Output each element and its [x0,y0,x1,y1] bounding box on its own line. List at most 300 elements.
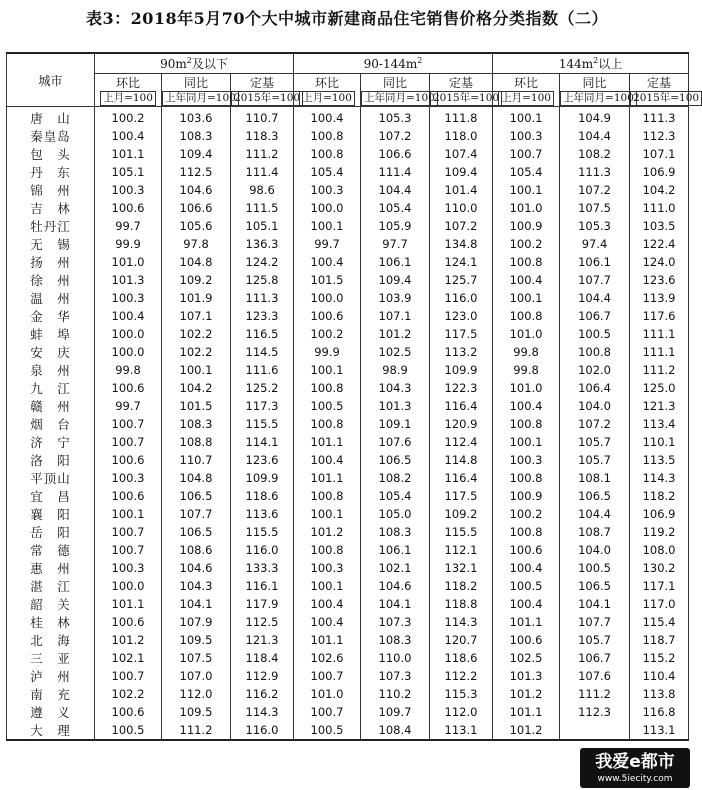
value-cell: 100.8 [294,415,361,433]
value-cell: 102.6 [294,649,361,667]
value-cell: 118.8 [430,595,493,613]
value-cell: 104.9 [560,107,630,128]
value-cell: 112.5 [162,163,231,181]
value-cell: 100.4 [493,397,560,415]
city-cell: 包 头 [7,145,95,163]
value-cell: 104.0 [560,397,630,415]
value-cell: 99.8 [493,361,560,379]
value-cell: 97.8 [162,235,231,253]
value-cell: 101.0 [493,379,560,397]
table-row [7,199,689,217]
value-cell: 107.1 [361,307,430,325]
value-cell: 106.5 [162,487,231,505]
value-cell: 115.5 [231,415,294,433]
city-cell: 温 州 [7,289,95,307]
watermark-logo [580,748,690,788]
value-cell: 113.2 [430,343,493,361]
value-cell: 100.4 [95,127,162,145]
value-cell: 105.7 [560,451,630,469]
value-cell: 100.8 [294,145,361,163]
value-cell: 100.4 [95,307,162,325]
value-cell: 105.9 [361,217,430,235]
value-cell: 107.3 [361,667,430,685]
city-cell: 宜 昌 [7,487,95,505]
value-cell: 100.2 [493,235,560,253]
value-cell: 97.4 [560,235,630,253]
value-cell: 100.2 [493,505,560,523]
value-cell: 117.6 [630,307,689,325]
value-cell: 108.3 [361,631,430,649]
value-cell: 107.7 [560,613,630,631]
table-row [7,217,689,235]
value-cell: 100.4 [294,613,361,631]
value-cell: 100.5 [493,577,560,595]
value-cell: 100.5 [95,721,162,740]
value-cell: 108.8 [162,433,231,451]
value-cell: 102.5 [493,649,560,667]
value-cell: 113.1 [430,721,493,740]
value-cell: 98.6 [231,181,294,199]
city-cell: 蚌 埠 [7,325,95,343]
value-cell: 116.0 [231,721,294,740]
value-cell: 111.3 [231,289,294,307]
value-cell: 104.1 [361,595,430,613]
sub-header-yoy: 同比 [560,74,630,92]
value-cell: 106.6 [162,199,231,217]
value-cell: 110.2 [361,685,430,703]
value-cell: 118.7 [630,631,689,649]
value-cell: 103.9 [361,289,430,307]
value-cell: 108.3 [162,127,231,145]
value-cell: 99.9 [95,235,162,253]
table-row [7,613,689,631]
value-cell: 100.8 [493,253,560,271]
city-cell: 扬 州 [7,253,95,271]
value-cell: 104.3 [361,379,430,397]
city-cell: 金 华 [7,307,95,325]
value-cell: 118.6 [231,487,294,505]
value-cell: 104.4 [560,127,630,145]
value-cell: 100.6 [95,379,162,397]
sub-header-mom: 环比 [493,74,560,92]
value-cell: 107.7 [560,271,630,289]
value-cell: 117.5 [430,325,493,343]
base-header-mom: 上月=100 [95,91,162,107]
value-cell: 116.4 [430,469,493,487]
value-cell: 101.5 [162,397,231,415]
city-cell: 赣 州 [7,397,95,415]
table-row [7,307,689,325]
value-cell: 100.1 [294,217,361,235]
value-cell: 111.4 [231,163,294,181]
value-cell: 104.6 [162,559,231,577]
table-row [7,577,689,595]
value-cell: 118.4 [231,649,294,667]
value-cell: 106.7 [560,307,630,325]
value-cell: 111.1 [630,343,689,361]
value-cell: 101.0 [493,325,560,343]
value-cell: 100.3 [294,181,361,199]
value-cell: 101.1 [294,631,361,649]
value-cell: 113.1 [630,721,689,740]
value-cell: 100.0 [95,325,162,343]
table-row [7,235,689,253]
value-cell: 114.1 [231,433,294,451]
city-cell: 三 亚 [7,649,95,667]
value-cell: 102.5 [361,343,430,361]
value-cell: 100.3 [95,469,162,487]
value-cell: 116.0 [231,541,294,559]
value-cell: 105.1 [95,163,162,181]
value-cell: 134.8 [430,235,493,253]
value-cell: 106.4 [560,379,630,397]
value-cell: 100.6 [95,703,162,721]
value-cell: 108.2 [560,145,630,163]
group-header-large: $144m^2$以上 [493,53,689,74]
table-row [7,595,689,613]
value-cell: 117.1 [630,577,689,595]
table-row [7,469,689,487]
value-cell: 101.9 [162,289,231,307]
value-cell: 105.4 [361,199,430,217]
value-cell: 100.3 [294,559,361,577]
value-cell: 105.1 [231,217,294,235]
table-row [7,451,689,469]
value-cell: 113.9 [630,289,689,307]
base-header-yoy: 上年同月=100 [560,91,630,107]
table-row [7,505,689,523]
value-cell: 110.1 [630,433,689,451]
city-cell: 秦皇岛 [7,127,95,145]
value-cell: 106.5 [162,523,231,541]
value-cell: 101.1 [95,595,162,613]
value-cell: 109.2 [162,271,231,289]
value-cell: 117.3 [231,397,294,415]
city-cell: 唐 山 [7,107,95,128]
value-cell: 100.6 [95,487,162,505]
value-cell: 125.0 [630,379,689,397]
value-cell: 106.5 [560,487,630,505]
base-header-fixed: 2015年=100 [630,91,689,107]
value-cell: 111.4 [361,163,430,181]
value-cell: 106.1 [560,253,630,271]
table-row [7,433,689,451]
value-cell: 100.2 [95,107,162,128]
value-cell: 120.9 [430,415,493,433]
value-cell: 100.4 [294,253,361,271]
value-cell: 109.4 [162,145,231,163]
value-cell: 101.5 [294,271,361,289]
value-cell: 111.3 [630,107,689,128]
value-cell: 99.7 [95,397,162,415]
value-cell: 102.2 [162,343,231,361]
value-cell: 108.6 [162,541,231,559]
value-cell: 100.8 [294,541,361,559]
table-row [7,379,689,397]
value-cell: 113.6 [231,505,294,523]
value-cell: 100.3 [95,289,162,307]
city-cell: 锦 州 [7,181,95,199]
value-cell: 107.2 [430,217,493,235]
value-cell: 130.2 [630,559,689,577]
watermark-url: www.5iecity.com [597,774,673,784]
city-cell: 安 庆 [7,343,95,361]
value-cell: 100.4 [294,595,361,613]
table-row [7,271,689,289]
base-header-mom: 上月=100 [493,91,560,107]
value-cell: 118.6 [430,649,493,667]
value-cell: 106.5 [361,451,430,469]
value-cell: 101.2 [361,325,430,343]
table-row [7,559,689,577]
value-cell: 108.0 [630,541,689,559]
city-cell: 南 充 [7,685,95,703]
table-row [7,541,689,559]
value-cell: 107.5 [560,199,630,217]
value-cell: 100.3 [95,559,162,577]
value-cell: 112.4 [430,433,493,451]
value-cell: 105.4 [493,163,560,181]
value-cell: 99.7 [95,217,162,235]
value-cell: 112.0 [162,685,231,703]
value-cell: 100.6 [95,451,162,469]
table-row [7,487,689,505]
city-cell: 无 锡 [7,235,95,253]
value-cell: 104.2 [162,379,231,397]
value-cell: 101.3 [493,667,560,685]
value-cell: 112.9 [231,667,294,685]
value-cell: 111.6 [231,361,294,379]
value-cell: 106.9 [630,505,689,523]
value-cell: 100.7 [95,541,162,559]
value-cell: 112.3 [630,127,689,145]
city-cell: 泸 州 [7,667,95,685]
table-row [7,127,689,145]
table-row [7,289,689,307]
city-column-header: 城市 [7,53,95,107]
value-cell: 100.4 [294,107,361,128]
value-cell: 107.2 [361,127,430,145]
value-cell: 105.0 [361,505,430,523]
value-cell: 122.3 [430,379,493,397]
value-cell: 106.7 [560,649,630,667]
value-cell: 103.5 [630,217,689,235]
value-cell: 110.0 [361,649,430,667]
value-cell: 125.2 [231,379,294,397]
value-cell: 101.1 [493,613,560,631]
value-cell: 114.3 [430,613,493,631]
value-cell: 100.4 [493,595,560,613]
sub-header-yoy: 同比 [361,74,430,92]
table-row [7,649,689,667]
value-cell: 111.2 [630,361,689,379]
value-cell: 101.0 [493,199,560,217]
sub-header-mom: 环比 [95,74,162,92]
value-cell: 100.1 [493,107,560,128]
value-cell: 109.7 [361,703,430,721]
value-cell: 118.2 [430,577,493,595]
value-cell: 114.8 [430,451,493,469]
city-cell: 常 德 [7,541,95,559]
table-row [7,343,689,361]
watermark-text: 我爱e都市 [595,752,675,772]
value-cell: 101.2 [493,685,560,703]
value-cell: 117.0 [630,595,689,613]
value-cell: 105.7 [560,631,630,649]
value-cell: 124.0 [630,253,689,271]
value-cell: 107.3 [361,613,430,631]
city-cell: 丹 东 [7,163,95,181]
value-cell: 105.4 [361,487,430,505]
value-cell: 104.4 [560,505,630,523]
value-cell: 109.9 [231,469,294,487]
city-cell: 济 宁 [7,433,95,451]
value-cell: 120.7 [430,631,493,649]
value-cell: 100.4 [493,559,560,577]
value-cell: 100.9 [493,487,560,505]
value-cell: 123.3 [231,307,294,325]
value-cell: 123.6 [630,271,689,289]
value-cell: 100.7 [95,523,162,541]
value-cell: 101.3 [361,397,430,415]
value-cell: 107.6 [361,433,430,451]
value-cell: 104.2 [630,181,689,199]
value-cell: 118.0 [430,127,493,145]
value-cell: 108.1 [560,469,630,487]
table-row [7,397,689,415]
table-row [7,253,689,271]
base-header-yoy: 上年同月=100 [361,91,430,107]
value-cell: 115.4 [630,613,689,631]
value-cell: 100.1 [493,289,560,307]
value-cell: 100.6 [95,613,162,631]
value-cell: 116.5 [231,325,294,343]
value-cell: 122.4 [630,235,689,253]
group-header-medium: $90-144m^2$ [294,53,493,74]
value-cell: 111.2 [231,145,294,163]
city-cell: 大 理 [7,721,95,740]
table-row [7,361,689,379]
value-cell: 111.2 [162,721,231,740]
value-cell: 100.5 [560,325,630,343]
value-cell: 114.3 [231,703,294,721]
value-cell: 105.3 [361,107,430,128]
value-cell: 100.8 [560,343,630,361]
table-row [7,181,689,199]
value-cell: 100.8 [493,415,560,433]
value-cell: 100.3 [95,181,162,199]
value-cell: 101.4 [430,181,493,199]
value-cell: 125.7 [430,271,493,289]
value-cell: 101.0 [95,253,162,271]
value-cell: 110.0 [430,199,493,217]
table-row [7,145,689,163]
value-cell: 110.7 [231,107,294,128]
value-cell: 104.0 [560,541,630,559]
value-cell: 115.3 [430,685,493,703]
city-cell: 桂 林 [7,613,95,631]
table-row [7,685,689,703]
value-cell: 100.6 [493,631,560,649]
table-row [7,631,689,649]
city-cell: 湛 江 [7,577,95,595]
value-cell: 107.0 [162,667,231,685]
value-cell: 115.5 [231,523,294,541]
value-cell: 102.2 [95,685,162,703]
value-cell: 100.1 [294,361,361,379]
value-cell: 125.8 [231,271,294,289]
value-cell: 106.6 [361,145,430,163]
value-cell: 100.0 [294,289,361,307]
value-cell: 100.7 [95,415,162,433]
group-header-small: $90m^2$及以下 [95,53,294,74]
value-cell: 107.2 [560,415,630,433]
value-cell: 100.7 [294,667,361,685]
value-cell: 106.1 [361,253,430,271]
table-row [7,107,689,128]
value-cell: 101.1 [294,433,361,451]
value-cell: 123.6 [231,451,294,469]
value-cell: 100.0 [294,199,361,217]
table-row [7,163,689,181]
base-header-yoy: 上年同月=100 [162,91,231,107]
value-cell: 133.3 [231,559,294,577]
value-cell: 113.8 [630,685,689,703]
value-cell: 100.0 [95,577,162,595]
value-cell: 107.1 [630,145,689,163]
value-cell: 119.2 [630,523,689,541]
city-cell: 泉 州 [7,361,95,379]
value-cell: 112.3 [560,703,630,721]
value-cell: 100.7 [294,703,361,721]
value-cell: 100.6 [95,199,162,217]
table-body [7,107,689,741]
value-cell: 100.8 [493,469,560,487]
city-cell: 遵 义 [7,703,95,721]
value-cell: 111.0 [630,199,689,217]
city-cell: 襄 阳 [7,505,95,523]
value-cell: 100.5 [560,559,630,577]
price-index-table [6,52,700,741]
city-cell: 岳 阳 [7,523,95,541]
value-cell: 124.1 [430,253,493,271]
value-cell: 121.3 [630,397,689,415]
value-cell: 116.1 [231,577,294,595]
value-cell: 105.3 [560,217,630,235]
value-cell: 103.6 [162,107,231,128]
value-cell: 112.1 [430,541,493,559]
value-cell: 111.8 [430,107,493,128]
value-cell: 108.4 [361,721,430,740]
value-cell: 101.1 [294,469,361,487]
city-cell: 牡丹江 [7,217,95,235]
table-title: 表3：2018年5月70个大中城市新建商品住宅销售价格分类指数（二） [85,9,609,28]
value-cell: 101.2 [493,721,560,740]
value-cell: 104.8 [162,469,231,487]
value-cell: 100.8 [294,127,361,145]
value-cell: 105.6 [162,217,231,235]
value-cell: 107.5 [162,649,231,667]
base-header-mom: 上月=100 [294,91,361,107]
table-row [7,667,689,685]
value-cell: 109.4 [430,163,493,181]
value-cell: 101.0 [294,685,361,703]
value-cell: 107.2 [560,181,630,199]
value-cell: 100.6 [493,541,560,559]
table-row [7,415,689,433]
value-cell: 100.0 [95,343,162,361]
sub-header-mom: 环比 [294,74,361,92]
